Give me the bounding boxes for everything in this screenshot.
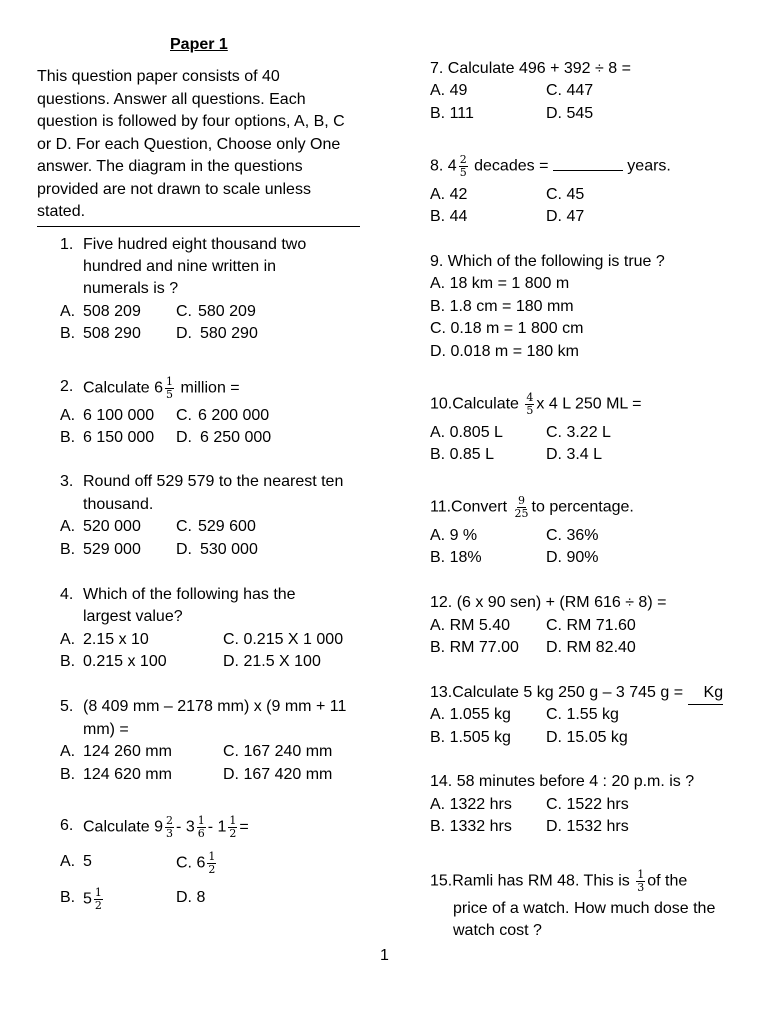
option-b xyxy=(83,887,105,912)
option-d: D. 47 xyxy=(546,208,585,225)
question-text xyxy=(83,376,240,401)
option-a: A. 0.805 L xyxy=(430,424,503,441)
option-c: 580 209 xyxy=(198,303,256,320)
numerator: 1 xyxy=(197,814,205,827)
fraction xyxy=(525,392,534,417)
option-d: D. 15.05 kg xyxy=(546,729,628,746)
option-a: A. RM 5.40 xyxy=(430,617,511,634)
question-text-part: million = xyxy=(176,379,240,397)
question-number: 2. xyxy=(60,378,74,395)
question-text: numerals is ? xyxy=(83,280,179,297)
page-number: 1 xyxy=(380,947,389,964)
option-d: D. 545 xyxy=(546,105,594,122)
option-a: A. 1.055 kg xyxy=(430,706,511,723)
option-c: C. RM 71.60 xyxy=(546,617,636,634)
numerator: 9 xyxy=(518,494,526,507)
denominator: 2 xyxy=(94,899,102,912)
numerator: 1 xyxy=(208,850,216,863)
fraction xyxy=(165,376,174,401)
denominator: 25 xyxy=(514,507,529,520)
option-b: 6 150 000 xyxy=(83,429,155,446)
paper-title: Paper 1 xyxy=(170,36,228,53)
question-text xyxy=(83,815,249,840)
fraction xyxy=(94,887,103,912)
question-text: price of a watch. How much dose the xyxy=(453,900,716,917)
fraction xyxy=(514,495,530,520)
option-d: 580 290 xyxy=(200,325,258,342)
question-text xyxy=(430,495,634,520)
option-b-label: B. xyxy=(60,889,76,906)
option-b: B. 0.85 L xyxy=(430,446,495,463)
question-text xyxy=(430,869,687,894)
instructions-line: answer. The diagram in the questions xyxy=(37,158,303,175)
instructions-line: or D. For each Question, Choose only One xyxy=(37,136,341,153)
numerator: 1 xyxy=(637,868,645,881)
option-a-label: A. xyxy=(60,407,76,424)
question-text-part: 11.Convert xyxy=(430,498,508,516)
fraction xyxy=(207,851,216,876)
question-text-part: to percentage. xyxy=(531,498,634,516)
instructions-line: questions. Answer all questions. Each xyxy=(37,91,306,108)
question-text xyxy=(430,154,671,179)
option-b: 0.215 x 100 xyxy=(83,653,167,670)
option-a: A. 9 % xyxy=(430,527,478,544)
question-text: Which of the following has the xyxy=(83,586,296,603)
question-number: 6. xyxy=(60,817,74,834)
option-c-label: C. xyxy=(176,518,192,535)
option-a: A. 49 xyxy=(430,82,468,99)
option-d-label: D. xyxy=(176,325,192,342)
option-d: D. 3.4 L xyxy=(546,446,603,463)
numerator: 2 xyxy=(166,814,174,827)
option-a: A. 1322 hrs xyxy=(430,796,512,813)
option-a: 508 209 xyxy=(83,303,141,320)
question-text xyxy=(430,392,642,417)
option-c-label: C. xyxy=(176,407,192,424)
numerator: 1 xyxy=(229,814,237,827)
option-c-label: C. xyxy=(176,303,192,320)
option-b: B. RM 77.00 xyxy=(430,639,519,656)
denominator: 5 xyxy=(459,166,467,179)
instructions-line: This question paper consists of 40 xyxy=(37,68,280,85)
divider-line xyxy=(37,226,360,227)
question-text-part: 15.Ramli has RM 48. This is xyxy=(430,872,630,890)
instructions-line: question is followed by four options, A, B, C xyxy=(37,113,345,130)
question-number: 4. xyxy=(60,586,74,603)
option-c: 529 600 xyxy=(198,518,256,535)
question-text-part: decades = xyxy=(469,157,553,175)
option-a-label: A. xyxy=(60,303,76,320)
question-text: watch cost ? xyxy=(453,922,542,939)
option-c: C. 3.22 L xyxy=(546,424,611,441)
denominator: 3 xyxy=(166,827,174,840)
option-b: B. 111 xyxy=(430,105,474,122)
answer-blank: Kg xyxy=(688,682,724,705)
option-d: D. 0.018 m = 180 km xyxy=(430,343,579,360)
option-b: 508 290 xyxy=(83,325,141,342)
option-a: 520 000 xyxy=(83,518,141,535)
option-b-label: B. xyxy=(60,541,76,558)
option-a: 124 260 mm xyxy=(83,743,172,760)
question-text: 14. 58 minutes before 4 : 20 p.m. is ? xyxy=(430,773,695,790)
option-b-label: B. xyxy=(60,429,76,446)
fraction xyxy=(228,815,237,840)
denominator: 5 xyxy=(166,388,174,401)
question-text: 12. (6 x 90 sen) + (RM 616 ÷ 8) = xyxy=(430,594,667,611)
option-a-label: A. xyxy=(60,518,76,535)
option-c-text: C. 6 xyxy=(176,854,206,872)
question-text: Five hudred eight thousand two xyxy=(83,236,307,253)
option-a: 5 xyxy=(83,853,92,870)
question-text: (8 409 mm – 2178 mm) x (9 mm + 11 xyxy=(83,698,347,715)
option-b: B. 1332 hrs xyxy=(430,818,512,835)
numerator: 4 xyxy=(526,391,534,404)
option-d: D. 21.5 X 100 xyxy=(223,653,321,670)
question-text-part: Calculate 9 xyxy=(83,818,164,836)
question-text-part: = xyxy=(239,818,249,836)
denominator: 2 xyxy=(208,863,216,876)
numerator: 1 xyxy=(94,886,102,899)
option-c: C. 1.55 kg xyxy=(546,706,619,723)
option-d: D. 167 420 mm xyxy=(223,766,333,783)
fraction xyxy=(459,154,468,179)
option-c: C. 447 xyxy=(546,82,594,99)
option-a: A. 18 km = 1 800 m xyxy=(430,275,570,292)
denominator: 2 xyxy=(229,827,237,840)
option-a: A. 42 xyxy=(430,186,468,203)
option-c: 6 200 000 xyxy=(198,407,270,424)
option-d: 6 250 000 xyxy=(200,429,272,446)
question-text: hundred and nine written in xyxy=(83,258,277,275)
instructions-line: provided are not drawn to scale unless xyxy=(37,181,311,198)
question-text: mm) = xyxy=(83,721,129,738)
option-b: B. 1.505 kg xyxy=(430,729,511,746)
fraction xyxy=(165,815,174,840)
denominator: 6 xyxy=(197,827,205,840)
option-a: 2.15 x 10 xyxy=(83,631,149,648)
question-text-part: of the xyxy=(647,872,688,890)
option-c: C. 0.215 X 1 000 xyxy=(223,631,344,648)
option-c: C. 45 xyxy=(546,186,585,203)
option-a-label: A. xyxy=(60,853,76,870)
option-a: 6 100 000 xyxy=(83,407,155,424)
question-number: 1. xyxy=(60,236,74,253)
option-c: C. 36% xyxy=(546,527,599,544)
fraction xyxy=(636,869,645,894)
question-text-part: years. xyxy=(622,157,671,175)
question-text-part: 10.Calculate xyxy=(430,395,519,413)
option-d-label: D. xyxy=(176,429,192,446)
numerator: 2 xyxy=(459,153,467,166)
question-text: 9. Which of the following is true ? xyxy=(430,253,665,270)
option-d: D. 1532 hrs xyxy=(546,818,629,835)
option-d: D. 8 xyxy=(176,889,206,906)
option-b-text: 5 xyxy=(83,890,92,908)
option-b: B. 1.8 cm = 180 mm xyxy=(430,298,574,315)
option-a-label: A. xyxy=(60,743,76,760)
question-text: 7. Calculate 496 + 392 ÷ 8 = xyxy=(430,60,631,77)
question-text: largest value? xyxy=(83,608,183,625)
question-text xyxy=(430,682,723,705)
numerator: 1 xyxy=(166,375,174,388)
question-text-part: - 3 xyxy=(176,818,195,836)
option-c xyxy=(176,851,218,876)
instructions-line: stated. xyxy=(37,203,86,220)
option-a-label: A. xyxy=(60,631,76,648)
option-d: 530 000 xyxy=(200,541,258,558)
question-text: thousand. xyxy=(83,496,154,513)
question-text-part: 13.Calculate 5 kg 250 g – 3 745 g = xyxy=(430,684,688,701)
option-b-label: B. xyxy=(60,766,76,783)
option-d: D. RM 82.40 xyxy=(546,639,636,656)
option-b-label: B. xyxy=(60,653,76,670)
option-b: 124 620 mm xyxy=(83,766,172,783)
option-d-label: D. xyxy=(176,541,192,558)
denominator: 5 xyxy=(526,404,534,417)
fraction xyxy=(197,815,206,840)
option-d: D. 90% xyxy=(546,549,599,566)
question-text-part: - 1 xyxy=(207,818,227,836)
question-number: 5. xyxy=(60,698,74,715)
answer-blank xyxy=(553,156,623,171)
option-b-label: B. xyxy=(60,325,76,342)
option-c: C. 1522 hrs xyxy=(546,796,629,813)
option-c: C. 0.18 m = 1 800 cm xyxy=(430,320,584,337)
option-b: 529 000 xyxy=(83,541,141,558)
question-number: 3. xyxy=(60,473,74,490)
option-b: B. 18% xyxy=(430,549,482,566)
denominator: 3 xyxy=(637,881,645,894)
option-c: C. 167 240 mm xyxy=(223,743,333,760)
question-text-part: x 4 L 250 ML = xyxy=(536,395,642,413)
question-text-part: 8. 4 xyxy=(430,157,457,175)
option-b: B. 44 xyxy=(430,208,468,225)
question-text: Round off 529 579 to the nearest ten xyxy=(83,473,344,490)
question-text-part: Calculate 6 xyxy=(83,379,164,397)
